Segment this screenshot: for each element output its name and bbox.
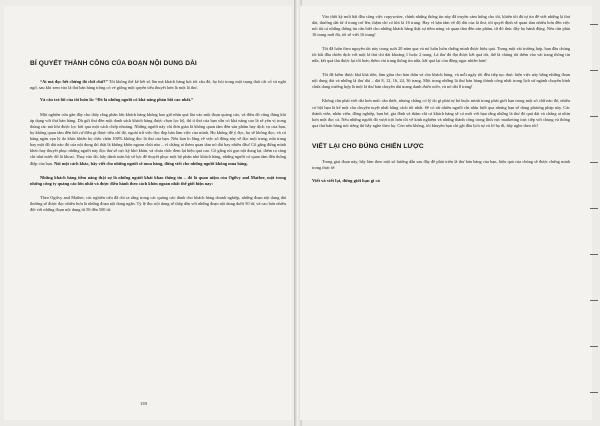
paragraph-bold: Những khách hàng tiềm năng thật sự là những người khát khao thông tin – đó là quan niệm của Ogilvy and Mather, một trong những công ty quảng cáo lớn nhất và được điều hành theo cách khôn ngoan nhất thế giới hiện nay: — [30, 174, 286, 186]
paragraph — [312, 72, 570, 90]
bold-emphasis-text: Nói một cách khác, hãy viết cho những người sẽ mua hàng, đừng viết cho những người không mua hàng. — [54, 160, 248, 166]
paragraph-text: Tôi đã kiểm được khá khá tiền, làm giàu cho bản thân và cho khách hàng, và mỗi ngày tôi đều tiếp tục thực hiện việc này bằng những đoạn nội dung dài và những lá thư dài – dài 8, 12, 16, 24, 36 trang. Một trong những lá thư bán hàng thành công nhất trong lịch sử ngành chuyên bình chứa dung trường hợp là một lá thư bán chuyên dài mang danh — [312, 72, 570, 90]
paragraph — [30, 79, 286, 91]
paragraph: Trong giai đoạn này, hãy làm theo một số hướng dẫn sau đây để phát triển lá thư bán hàng của bạn, hiệu quả của chúng sẽ được chứng minh trong thực tế: — [312, 158, 570, 170]
paragraph-text: Tôi không thể kể hết số lần mà khách hàng hỏi tôi câu đó, họ hỏi trong một trạng thái cắt cổ và nghi ngờ, sau khi xem vào lá thư bán hàng trông có vẻ giống một quyển tiểu thuyết hơn là một lá thư. — [30, 79, 287, 91]
paragraph — [30, 112, 286, 166]
paragraph-text: điều gì được tiêu chí đó, ngoài trừ việc đọc đẹp bản làm việc của mình. Họ không để ý đọc, họ sẽ không đọc, và có hàng ngàn vạn lý do khác khiến họ chắc chắn 100% không đọc lá thư của bạn. Nếu bạn lo lắng về việc số đông này sẽ đọc một trang, nửa trang hay một đồ dài nào đó của nội dung thì thật là không khôn ngoan chút nào – vì chẳng ai thèm quan tâm nó dài hay nhiều đâu! Cố gắng đừng mình khéo hay thuyết phục những người này đọc thư sẽ cực kỳ khó khăn, và chưa chắc đem lại hiệu quả cao. Cố gắng rút gọn nội dung lại, thêm ra càng chỉ như nước đổ lá khoai. Thay vào đó, hãy dành toàn bộ sở lực để thuyết phục một bộ phận nhỏ khách hàng, những người có quan tâm đến thông điệp của bạn. — [30, 130, 286, 166]
right-page — [300, 6, 592, 420]
italic-text: thiên niên — [422, 84, 440, 90]
paragraph-text: Một nghiên cứu gần đây cho thấy rằng phần lớn khách hàng không bao giờ nhìn quá lâu vào một đoạn quảng cáo, và điều đó cũng đúng khi áp dụng với thư bán hàng. Dù gửi thư đến một danh sách khách hàng được chọn lọc kỹ, thì tỉ thư của bạn vẫn có khả năng cao là sẽ yên vị trong thùng rác mà khi được lọc bởi qua một cách chớp nhoáng. Những người này chỉ đơn giản là không quan tâm đến sản phẩm hay dịch vụ của bạn, họ không quan tâm đến — [30, 112, 286, 136]
paragraph-bold — [30, 97, 286, 103]
paragraph: Không cần phải viết dài hơn mức cần thiết, nhưng chẳng có lý do gì phải tự bó buộc mình trong phải giới hạn trong một số chữ nào đó, nhiều cơ hội bạn là kể một câu chuyện tuyệt nhất bằng cách tối nhất. Sẽ có rất nhiều người chỉ nhìn lướt qua nhưng bạn sẽ dung phương pháp này. Các thành viên, nhân viên, đồng nghiệp, bạn bè, gia đình và thậm chí cả khách hàng sẽ có mới với bạn rằng những lá thư đó quá dài và chẳng ai nhìn hơn một đọc cả. Nếu những người đó vượt trội hơn tôi về kinh nghiệm và những thành công trong lĩnh vực marketing trực tiếp với chung và thông qua thư bán hàng nói riêng thì hãy nghe theo họ. Còn nếu không, tôi khuyên bạn chỉ gật đầu lịch sự và lờ họ đi, hãy nghe theo tôi! — [312, 98, 570, 128]
scan-edge-marks — [588, 0, 600, 426]
section-heading-long-copy: BÍ QUYẾT THÀNH CÔNG CỦA ĐOẠN NỘI DUNG DÀI — [30, 60, 197, 67]
section-heading-strategy: VIẾT LẠI CHO ĐÚNG CHIẾN LƯỢC — [312, 142, 424, 150]
quote-text: “Ai mà đọc hết chừng đó chữ chứ?” — [40, 79, 108, 84]
subheading: Viết và viết lại, đừng giới hạn gì cả — [312, 177, 380, 183]
italic-text: bất cứ — [72, 130, 84, 136]
paragraph: Tôi đã luôn theo nguyên tắc này trong suốt 20 năm qua và nó luôn luôn chứng minh được hiệu quả. Trong một vài trường hợp, bạn đầu chúng tôi bắt đầu chiến dịch với một lá thư chỉ dài khoảng 1 hoặc 2 trang. Lá thư đó đạt được kết quả tốt, thế là chúng tôi thêm vào vài trang thông tin nữa, kết quả thu được lại tốt hơn; thêm vài trang thông tin nữa, kết quả lại còn đồng ngạc nhiên hơn! — [312, 46, 570, 64]
paragraph-text: , và nó dài 8 trang! — [439, 84, 473, 90]
bold-answer-text: Và câu trả lời của tôi luôn là: “Đó là những người có khả năng phản hồi cao nhất.” — [40, 97, 194, 103]
page-number: 139 — [140, 401, 147, 406]
paragraph: Theo Ogilvy and Mather, các nghiên cứu đã chỉ ra rằng trong các quảng cáo dành cho khách hàng doanh nghiệp, những đoạn nội dung dài thường sẽ được đọc nhiều hơn là những đoạn nội dung ngắn. Tỷ lệ đọc nội dung sẽ thấp dần với những đoạn nội dung dưới 50 từ, và cao hơn nhiều đối với những đoạn nội dung từ 50 đến 500 từ. — [30, 194, 286, 212]
left-page — [4, 6, 292, 420]
paragraph: Vào thời kỳ mới bắt đầu công việc copywriter, chính những thông tin này đã truyền cảm hứng cho tôi, khiến tôi đủ tự tin để viết những lá thư dài, thường dài từ 4 trang trở lên, thậm chí có khi là 16 trang. Hay vì bận tâm về độ dài của lá thư, tôi quyết định sẽ quan tâm nhiều hơn đến việc nói tất cả những thông tin cần biết cho những khách hàng thật sự tiềm năng và quan tâm đến sản phẩm, từ đó thúc đẩy họ hành động. Nếu cần phải 16 trang mới đủ, tôi sẽ viết 16 trang! — [312, 14, 570, 38]
